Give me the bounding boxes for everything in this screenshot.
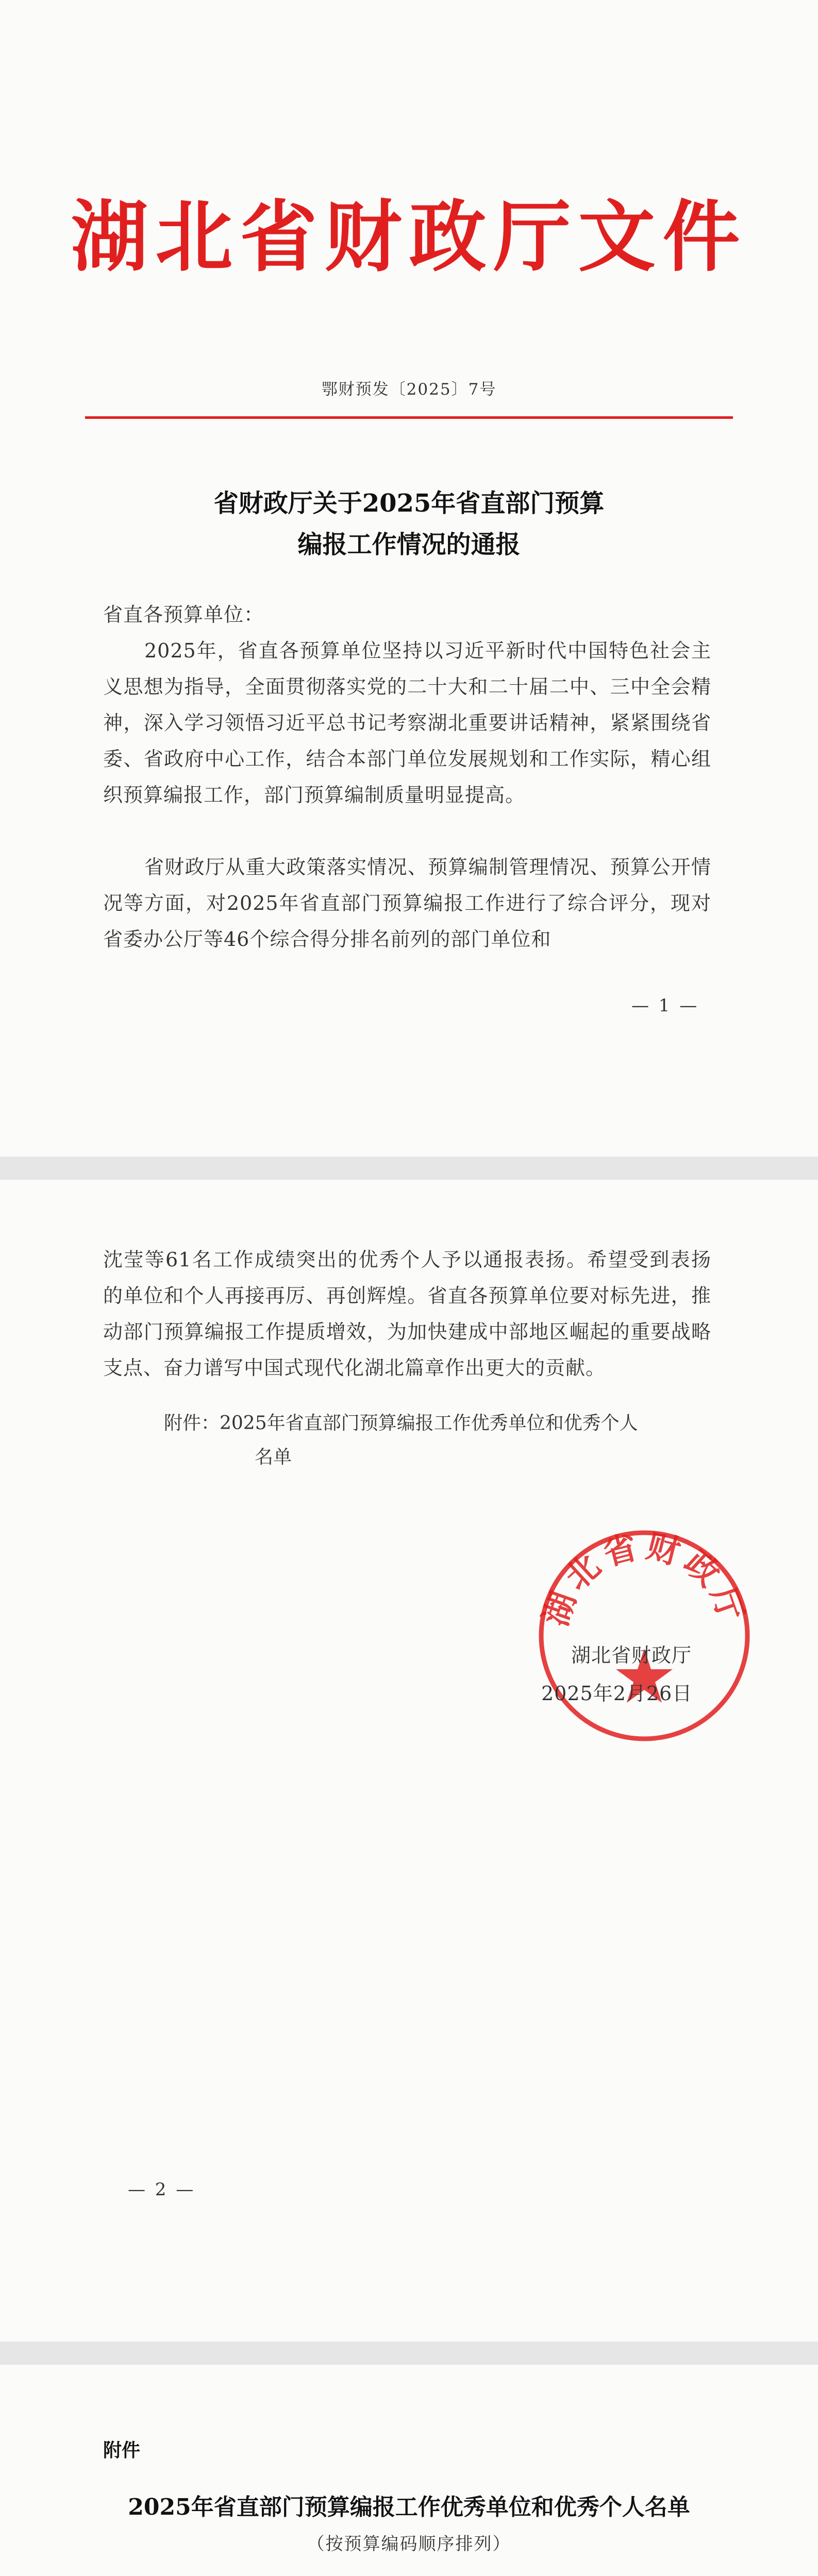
body-paragraph-3: 沈莹等61名工作成绩突出的优秀个人予以通报表扬。希望受到表扬的单位和个人再接再厉、再创辉煌。省直各预算单位要对标先进，推动部门预算编报工作提质增效，为加快建成中部地区崛起的重要战略支点、奋力谱写中国式现代化湖北篇章作出更大的贡献。 [103,1248,711,1379]
signing-date: 2025年2月26日 [541,1682,693,1705]
body-paragraph-1: 2025年，省直各预算单位坚持以习近平新时代中国特色社会主义思想为指导，全面贯彻落实党的二十大和二十届二中、三中全会精神，深入学习领悟习近平总书记考察湖北重要讲话精神，紧紧围绕省委、省政府中心工作，结合本部门单位发展规划和工作实际，精心组织预算编报工作，部门预算编制质量明显提高。 [103,639,711,806]
list-title: 2025年省直部门预算编报工作优秀单位和优秀个人名单 [128,2494,690,2520]
notice-title-line1: 省财政厅关于2025年省直部门预算 [213,489,605,518]
seal-text: 湖北省财政厅 [536,1527,753,1631]
attachment-line-2: 名单 [255,1447,292,1468]
svg-text:湖北省财政厅 [537,1527,753,1631]
salutation: 省直各预算单位： [103,603,264,626]
signing-organization: 湖北省财政厅 [571,1644,692,1667]
attachment-label: 附件 [103,2439,141,2461]
official-seal [531,1522,758,1749]
body-paragraph-2: 省财政厅从重大政策落实情况、预算编制管理情况、预算公开情况等方面，对2025年省直部门预算编报工作进行了综合评分，现对省委办公厅等46个综合得分排名前列的部门单位和 [103,856,711,951]
page-number: — 1 — [631,995,699,1016]
page-2 [0,1180,818,2342]
attachment-line-1: 附件：2025年省直部门预算编报工作优秀单位和优秀个人 [164,1413,638,1434]
list-subtitle: （按预算编码顺序排列） [307,2534,511,2554]
page-1 [0,0,818,1157]
page-3 [0,2365,818,2576]
red-divider-line [85,416,733,419]
page-number: — 2 — [128,2179,196,2200]
document-header: 湖北省财政厅文件 [71,192,747,282]
notice-title-line2: 编报工作情况的通报 [297,530,521,559]
document-number: 鄂财预发〔2025〕7号 [321,380,497,399]
